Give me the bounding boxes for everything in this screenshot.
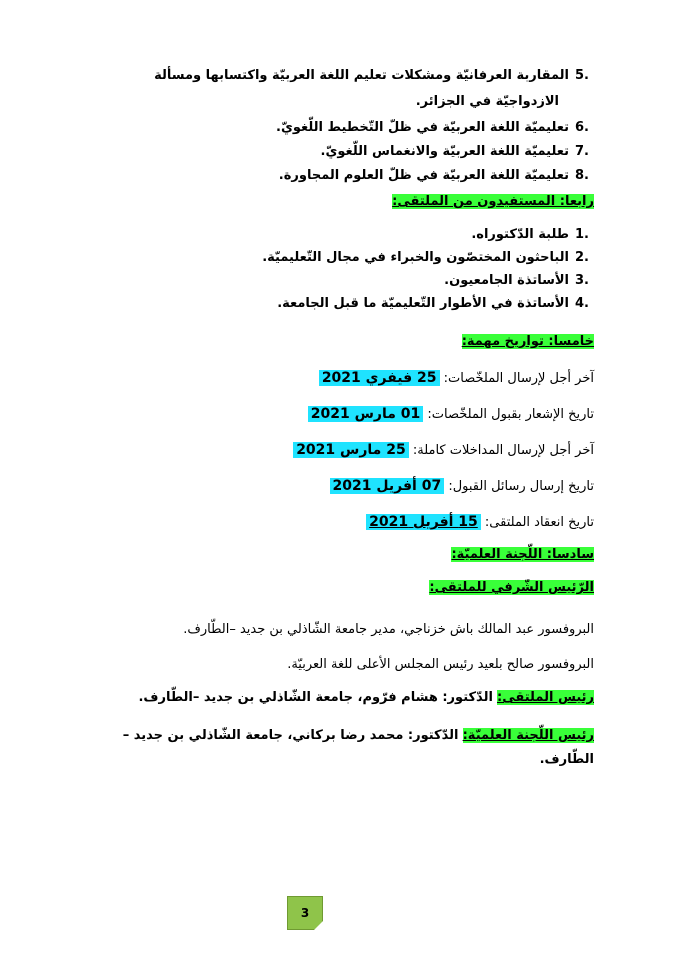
date-row: آخر أجل لإرسال الملخّصات: 25 فيفري 2021 [319, 368, 594, 389]
date-row: تاريخ انعقاد الملتقى: 15 أفريل 2021 [366, 512, 594, 533]
page-number: 3 [300, 906, 310, 920]
beneficiary-item: 2.الباحثون المختصّون والخبراء في مجال التّعليميّة. [262, 250, 589, 265]
axis-item-6: 6.تعليميّة اللغة العربيّة في ظلّ التّخطيط اللّغويّ. [276, 120, 589, 135]
dates-heading: خامسا: تواريخ مهمة: [461, 334, 594, 349]
honorary-president-1: البروفسور عبد المالك باش خزناجي، مدير جامعة الشّاذلي بن جديد –الطّارف. [183, 622, 594, 637]
committee-heading: سادسا: اللّجنة العلميّة: [451, 547, 594, 562]
beneficiary-item: 4.الأساتذة في الأطوار التّعليميّة ما قبل الجامعة. [277, 296, 589, 311]
date-row: تاريخ إرسال رسائل القبول: 07 أفريل 2021 [330, 476, 594, 497]
beneficiary-item: 3.الأساتذة الجامعيون. [444, 273, 589, 288]
scientific-chair: رئيس اللّجنة العلميّة: الدّكتور: محمد رضا بركاني، جامعة الشّاذلي بن جديد – [122, 728, 594, 743]
honorary-president-2: البروفسور صالح بلعيد رئيس المجلس الأعلى للغة العربيّة. [287, 657, 594, 672]
honorary-heading: الرّئيس الشّرفي للملتقى: [429, 580, 594, 595]
date-row: آخر أجل لإرسال المداخلات كاملة: 25 مارس 2021 [293, 440, 594, 461]
axis-item-8: 8.تعليميّة اللغة العربيّة في ظلّ العلوم المجاورة. [278, 168, 589, 183]
scientific-chair-cont: الطّارف. [539, 752, 594, 767]
date-row: تاريخ الإشعار بقبول الملخّصات: 01 مارس 2021 [308, 404, 594, 425]
beneficiaries-heading: رابعا: المستفيدون من الملتقى: [392, 194, 594, 209]
conference-chair: رئيس الملتقى: الدّكتور: هشام فرّوم، جامعة الشّاذلي بن جديد –الطّارف. [138, 690, 594, 705]
axis-item-7: 7.تعليميّة اللغة العربيّة والانغماس اللّغويّ. [320, 144, 589, 159]
axis-item-5: 5.المقاربة العرفانيّة ومشكلات تعليم اللغة العربيّة واكتسابها ومسألة [154, 68, 589, 83]
axis-item-5-cont: الازدواجيّة في الجزائر. [415, 94, 559, 109]
page-number-badge [287, 896, 323, 930]
beneficiary-item: 1.طلبة الدّكتوراه. [471, 227, 589, 242]
